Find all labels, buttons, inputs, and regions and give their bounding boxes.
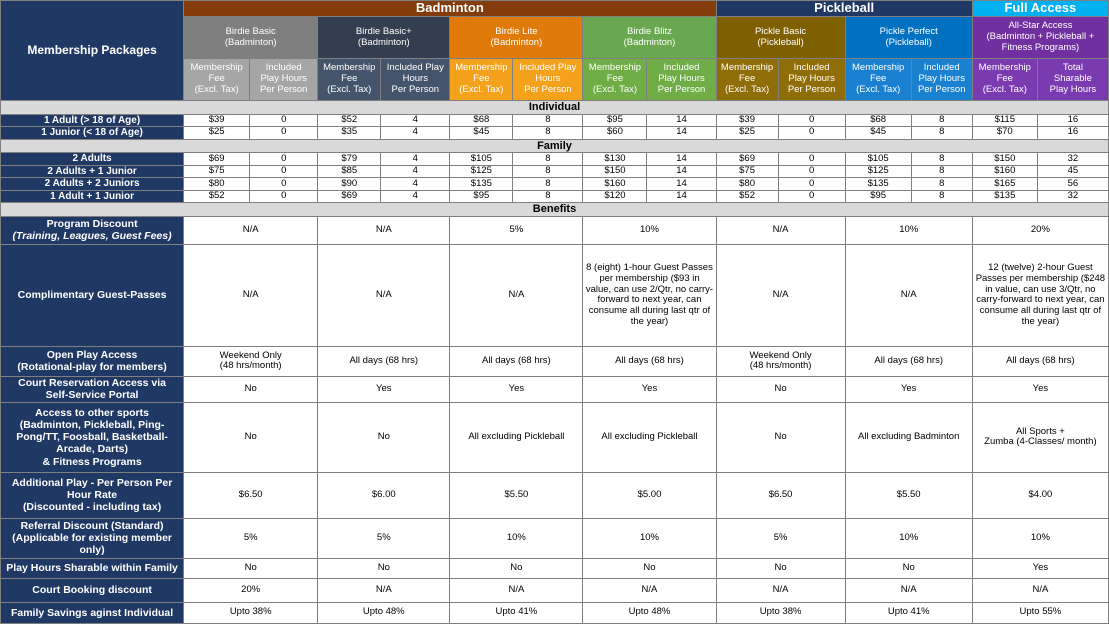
fee-cell: $45 [450,127,513,140]
benefit-value: 5% [450,216,583,244]
hours-cell: 32 [1037,190,1108,203]
benefit-name: Court Booking discount [32,584,152,597]
benefit-value: All days (68 hrs) [318,346,450,376]
benefit-value: All days (68 hrs) [583,346,716,376]
fee-cell: $95 [845,190,911,203]
category-pickleball: Pickleball [716,1,972,17]
fee-cell: $69 [716,153,778,166]
hours-cell: 14 [647,153,716,166]
category-full-access: Full Access [972,1,1108,17]
fee-cell: $70 [972,127,1037,140]
benefit-value: 10% [845,518,972,558]
fee-cell: $68 [845,114,911,127]
fee-cell: $105 [450,153,513,166]
fee-cell: $135 [845,178,911,191]
benefit-value: All excluding Badminton [845,402,972,472]
hours-cell: 0 [778,165,845,178]
fee-cell: $35 [318,127,381,140]
fee-cell: $79 [318,153,381,166]
benefit-value: $4.00 [972,472,1108,518]
benefit-value: 10% [583,518,716,558]
benefit-value: All excluding Pickleball [583,402,716,472]
table-row [1,114,1109,127]
hours-cell: 4 [381,178,450,191]
benefit-value: No [716,402,845,472]
row-label: 2 Adults [1,153,184,166]
benefit-row [1,216,1109,244]
benefit-value: N/A [184,216,318,244]
hours-header: Included Play Hours Per Person [250,59,318,101]
benefit-value: No [184,376,318,402]
benefit-value: All days (68 hrs) [845,346,972,376]
benefit-value: No [716,376,845,402]
benefit-label [1,472,184,518]
hours-cell: 16 [1037,127,1108,140]
benefit-value: N/A [450,578,583,602]
fee-header: Membership Fee (Excl. Tax) [716,59,778,101]
hours-cell: 8 [911,153,972,166]
fee-cell: $160 [972,165,1037,178]
hours-header: Included Play Hours Per Person [911,59,972,101]
hours-cell: 0 [250,127,318,140]
fee-cell: $90 [318,178,381,191]
fee-cell: $52 [716,190,778,203]
hours-cell: 14 [647,114,716,127]
hours-header: Included Play Hours Per Person [778,59,845,101]
row-label: 1 Junior (< 18 of Age) [1,127,184,140]
fee-cell: $80 [184,178,250,191]
benefit-value: N/A [184,244,318,346]
hours-cell: 0 [250,114,318,127]
fee-cell: $25 [716,127,778,140]
fee-cell: $150 [583,165,647,178]
benefit-row [1,346,1109,376]
benefit-value: Upto 48% [583,602,716,623]
benefit-value: No [318,402,450,472]
benefit-value: 20% [972,216,1108,244]
benefit-value: All Sports + Zumba (4-Classes/ month) [972,402,1108,472]
row-label: 1 Adult (> 18 of Age) [1,114,184,127]
benefit-name: Complimentary Guest-Passes [17,289,167,302]
fee-cell: $165 [972,178,1037,191]
fee-cell: $125 [845,165,911,178]
fee-cell: $135 [450,178,513,191]
fee-header: Membership Fee (Excl. Tax) [318,59,381,101]
hours-cell: 0 [250,165,318,178]
benefit-value: Upto 38% [184,602,318,623]
benefit-value: All days (68 hrs) [972,346,1108,376]
benefit-row [1,518,1109,558]
hours-cell: 8 [911,178,972,191]
fee-cell: $75 [184,165,250,178]
benefit-value: Upto 38% [716,602,845,623]
benefit-name: Family Savings aginst Individual [10,606,174,619]
benefit-value: Yes [972,558,1108,578]
benefit-value: $5.00 [583,472,716,518]
benefit-value: $6.50 [184,472,318,518]
benefit-row [1,472,1109,518]
fee-header: Membership Fee (Excl. Tax) [972,59,1037,101]
benefit-value: N/A [716,216,845,244]
benefit-name: Play Hours Sharable within Family [6,562,178,575]
benefit-value: Weekend Only (48 hrs/month) [716,346,845,376]
section-row [1,101,1109,115]
hours-cell: 45 [1037,165,1108,178]
package-birdie-basic: Birdie Basic (Badminton) [184,17,318,59]
fee-cell: $85 [318,165,381,178]
benefit-label [1,376,184,402]
benefit-value: No [450,558,583,578]
hours-cell: 8 [911,114,972,127]
package-birdie-basic: Birdie Basic+ (Badminton) [318,17,450,59]
hours-header: Included Play Hours Per Person [513,59,583,101]
package-pickle-basic: Pickle Basic (Pickleball) [716,17,845,59]
fee-cell: $95 [583,114,647,127]
benefit-value: N/A [318,578,450,602]
benefit-value: 5% [318,518,450,558]
table-row [1,153,1109,166]
benefit-value: All excluding Pickleball [450,402,583,472]
hours-cell: 0 [778,190,845,203]
fee-cell: $135 [972,190,1037,203]
fee-cell: $120 [583,190,647,203]
section-individual: Individual [1,101,1109,115]
fee-header: Membership Fee (Excl. Tax) [583,59,647,101]
fee-cell: $25 [184,127,250,140]
hours-cell: 4 [381,190,450,203]
hours-cell: 8 [911,127,972,140]
benefit-value: N/A [972,578,1108,602]
benefit-value: $6.00 [318,472,450,518]
benefit-value: N/A [716,244,845,346]
benefit-value: No [583,558,716,578]
fee-header: Membership Fee (Excl. Tax) [450,59,513,101]
fee-cell: $75 [716,165,778,178]
hours-cell: 8 [513,178,583,191]
benefit-label [1,518,184,558]
fee-cell: $130 [583,153,647,166]
benefit-value: N/A [716,578,845,602]
hours-cell: 56 [1037,178,1108,191]
fee-cell: $39 [716,114,778,127]
hours-cell: 0 [778,153,845,166]
fee-cell: $39 [184,114,250,127]
benefit-value: 10% [583,216,716,244]
benefit-row [1,244,1109,346]
hours-header: Included Play Hours Per Person [381,59,450,101]
hours-cell: 4 [381,114,450,127]
benefit-value: No [184,402,318,472]
fee-cell: $69 [184,153,250,166]
fee-header: Membership Fee (Excl. Tax) [845,59,911,101]
hours-cell: 0 [778,178,845,191]
table-row [1,165,1109,178]
fee-cell: $95 [450,190,513,203]
hours-header: Total Sharable Play Hours [1037,59,1108,101]
benefit-name: Referral Discount (Standard) (Applicable for existing member only) [12,520,172,557]
benefit-value: N/A [450,244,583,346]
benefit-value: 12 (twelve) 2-hour Guest Passes per membership ($248 in value, can use 3/Qtr, no carry-forward to next year, can consume all during last qtr of the year) [972,244,1108,346]
benefit-value: Weekend Only (48 hrs/month) [184,346,318,376]
benefit-value: Yes [318,376,450,402]
section-row [1,139,1109,153]
hours-cell: 14 [647,127,716,140]
table-row [1,190,1109,203]
benefit-name: Court Reservation Access via Self-Service Portal [18,377,166,402]
package-pickle-perfect: Pickle Perfect (Pickleball) [845,17,972,59]
hours-cell: 14 [647,165,716,178]
benefit-value: Upto 48% [318,602,450,623]
row-label: 1 Adult + 1 Junior [1,190,184,203]
hours-cell: 0 [250,190,318,203]
benefit-value: No [716,558,845,578]
section-row [1,203,1109,217]
fee-cell: $45 [845,127,911,140]
benefit-value: Yes [583,376,716,402]
benefit-value: No [845,558,972,578]
hours-cell: 8 [513,153,583,166]
hours-cell: 16 [1037,114,1108,127]
hours-cell: 8 [513,165,583,178]
hours-cell: 0 [250,178,318,191]
hours-cell: 14 [647,178,716,191]
hours-cell: 8 [911,190,972,203]
benefit-name: Open Play Access (Rotational-play for members) [17,349,167,374]
hours-cell: 4 [381,165,450,178]
hours-cell: 8 [513,127,583,140]
benefit-label [1,216,184,244]
category-header-row [1,1,1109,17]
benefit-label [1,402,184,472]
category-badminton: Badminton [184,1,716,17]
benefit-label [1,578,184,602]
hours-cell: 0 [778,114,845,127]
fee-cell: $68 [450,114,513,127]
benefit-value: N/A [845,578,972,602]
benefit-value: N/A [318,244,450,346]
row-label: 2 Adults + 1 Junior [1,165,184,178]
benefit-row [1,402,1109,472]
package-birdie-lite: Birdie Lite (Badminton) [450,17,583,59]
benefit-value: 5% [184,518,318,558]
benefit-label [1,602,184,623]
benefit-value: 10% [450,518,583,558]
benefit-value: 5% [716,518,845,558]
hours-cell: 8 [513,190,583,203]
fee-cell: $150 [972,153,1037,166]
benefit-value: N/A [583,578,716,602]
benefit-value: Yes [845,376,972,402]
benefit-row [1,578,1109,602]
benefit-value: $5.50 [845,472,972,518]
fee-cell: $60 [583,127,647,140]
section-benefits: Benefits [1,203,1109,217]
benefit-value: No [184,558,318,578]
benefit-label [1,244,184,346]
benefit-row [1,376,1109,402]
fee-cell: $125 [450,165,513,178]
benefit-value: N/A [318,216,450,244]
fee-header: Membership Fee (Excl. Tax) [184,59,250,101]
benefit-name: Access to other sports (Badminton, Pickleball, Ping- Pong/TT, Foosball, Basketball- Arcade, Darts) & Fitness Programs [16,407,168,468]
fee-cell: $80 [716,178,778,191]
fee-cell: $160 [583,178,647,191]
fee-cell: $52 [318,114,381,127]
benefit-value: Yes [450,376,583,402]
hours-cell: 4 [381,127,450,140]
hours-cell: 4 [381,153,450,166]
table-row [1,178,1109,191]
section-family: Family [1,139,1109,153]
package-birdie-blitz: Birdie Blitz (Badminton) [583,17,716,59]
hours-header: Included Play Hours Per Person [647,59,716,101]
benefit-value: $5.50 [450,472,583,518]
fee-cell: $115 [972,114,1037,127]
benefit-value: $6.50 [716,472,845,518]
benefit-value: Upto 41% [450,602,583,623]
benefit-label [1,558,184,578]
package-all-star-access: All-Star Access (Badminton + Pickleball + Fitness Programs) [972,17,1108,59]
row-label: 2 Adults + 2 Juniors [1,178,184,191]
fee-cell: $52 [184,190,250,203]
benefit-label [1,346,184,376]
hours-cell: 8 [911,165,972,178]
benefit-row [1,558,1109,578]
benefit-value: Upto 55% [972,602,1108,623]
hours-cell: 0 [778,127,845,140]
benefit-name: Additional Play - Per Person Per Hour Rate (Discounted - including tax) [11,477,173,514]
benefit-sublabel: (Training, Leagues, Guest Fees) [12,230,172,243]
benefit-name: Program Discount [46,218,138,231]
hours-cell: 14 [647,190,716,203]
benefit-value: Upto 41% [845,602,972,623]
benefit-value: No [318,558,450,578]
benefit-value: 8 (eight) 1-hour Guest Passes per membership ($93 in value, can use 2/Qtr, no carry-forward to next year, can consume all during last qtr of the year) [583,244,716,346]
hours-cell: 8 [513,114,583,127]
benefit-value: Yes [972,376,1108,402]
fee-cell: $105 [845,153,911,166]
benefit-value: All days (68 hrs) [450,346,583,376]
benefit-value: 10% [845,216,972,244]
table-row [1,127,1109,140]
hours-cell: 32 [1037,153,1108,166]
page-title: Membership Packages [1,1,184,101]
hours-cell: 0 [250,153,318,166]
benefit-value: 20% [184,578,318,602]
benefit-value: 10% [972,518,1108,558]
benefit-row [1,602,1109,623]
fee-cell: $69 [318,190,381,203]
benefit-value: N/A [845,244,972,346]
